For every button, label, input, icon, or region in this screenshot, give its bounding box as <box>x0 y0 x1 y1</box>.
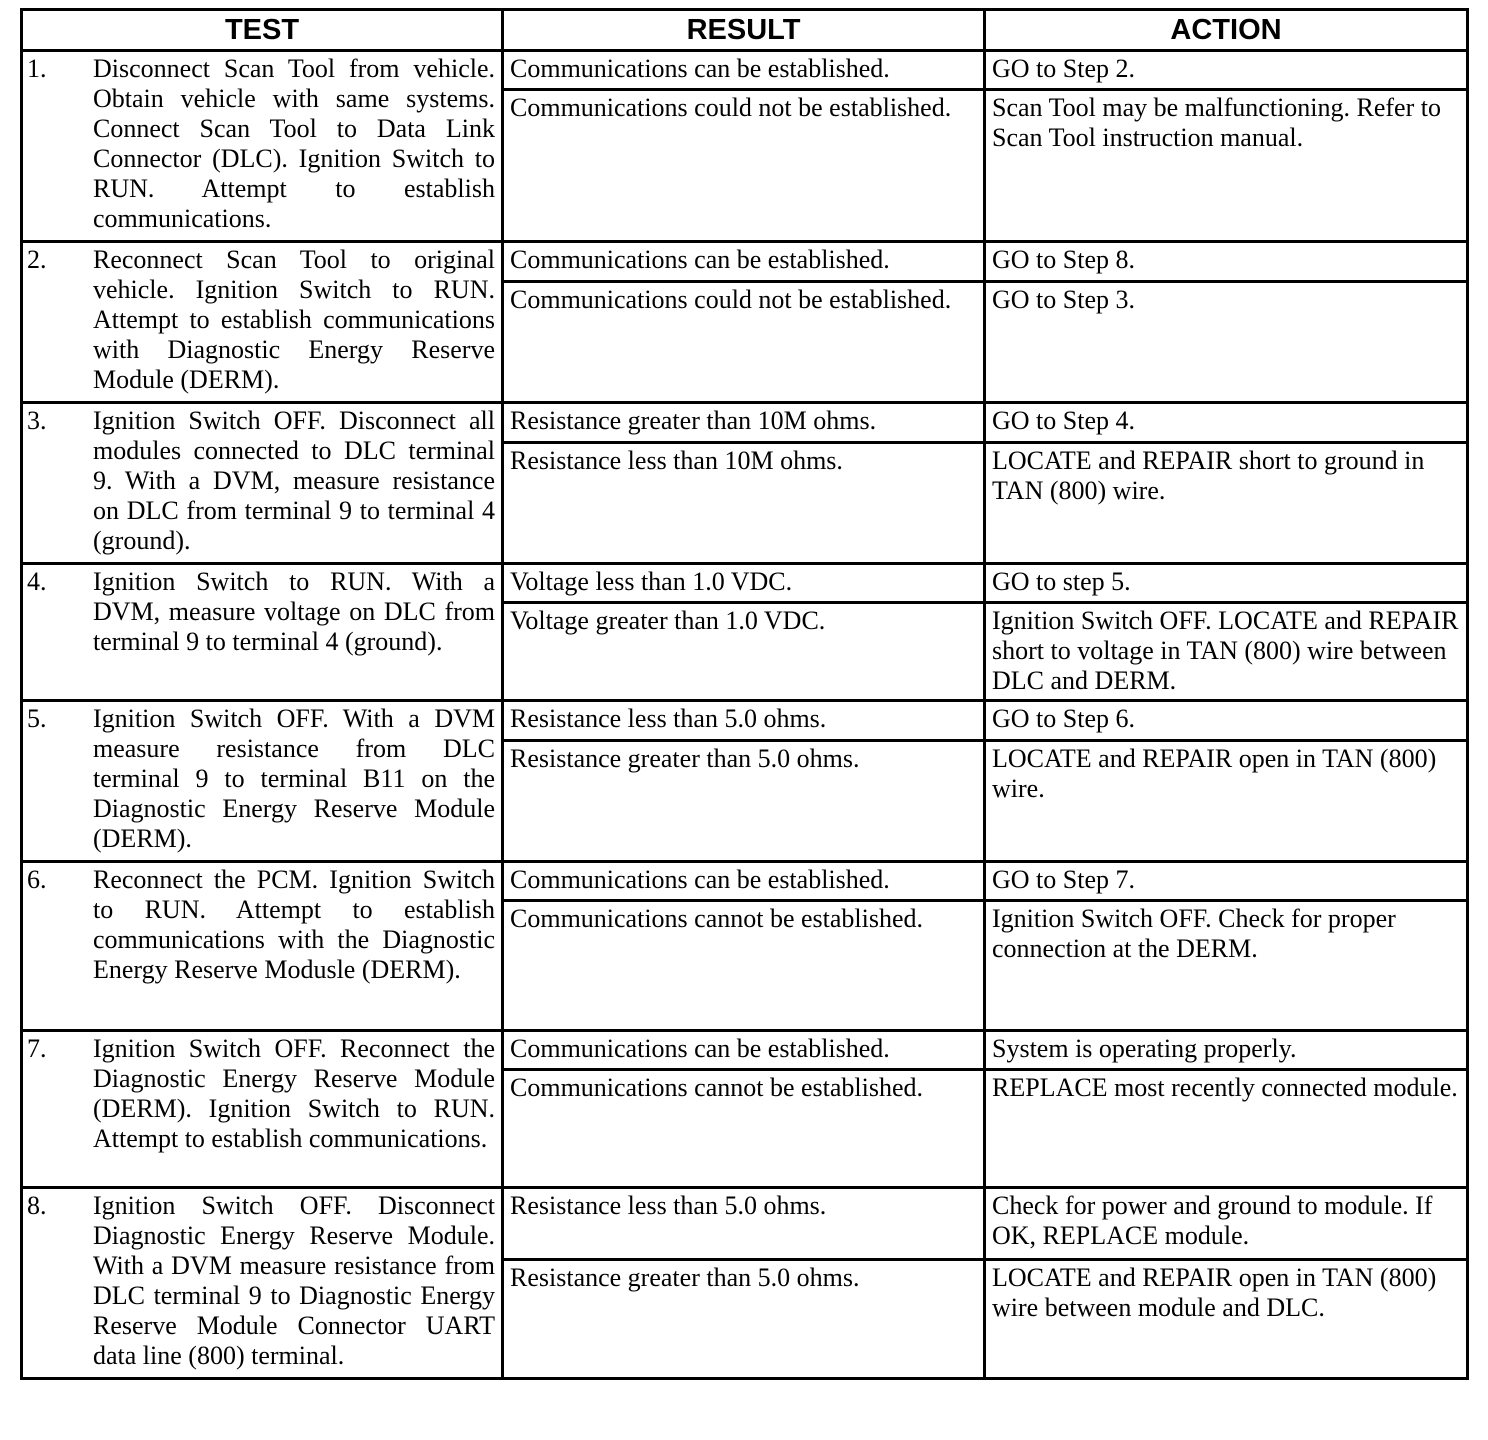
step-number: 6. <box>27 865 47 894</box>
action-cell: GO to Step 4. <box>985 403 1468 443</box>
step-number: 2. <box>27 245 47 274</box>
step-number: 4. <box>27 567 47 596</box>
step-2-row <box>22 242 1468 282</box>
result-cell: Communications can be established. <box>503 862 985 901</box>
diagnostic-table <box>20 8 1469 1380</box>
step-4-row <box>22 564 1468 603</box>
action-cell: GO to Step 2. <box>985 51 1468 90</box>
action-cell: Check for power and ground to module. If OK, REPLACE module. <box>985 1188 1468 1260</box>
test-cell <box>22 862 503 1031</box>
action-cell: System is operating properly. <box>985 1031 1468 1070</box>
result-cell: Communications can be established. <box>503 242 985 282</box>
step-number: 8. <box>27 1191 47 1220</box>
step-number: 7. <box>27 1034 47 1063</box>
test-cell <box>22 51 503 242</box>
result-cell: Resistance greater than 5.0 ohms. <box>503 740 985 861</box>
result-cell: Resistance less than 10M ohms. <box>503 442 985 563</box>
test-text: Reconnect the PCM. Ignition Switch to RUN. Attempt to establish communications with the Diagnostic Energy Reserve Modusle (DERM). <box>93 865 495 984</box>
test-cell <box>22 564 503 701</box>
step-7-row <box>22 1031 1468 1070</box>
header-result: RESULT <box>503 10 985 51</box>
action-cell: LOCATE and REPAIR open in TAN (800) wire. <box>985 740 1468 861</box>
action-cell: Scan Tool may be malfunctioning. Refer to Scan Tool instruction manual. <box>985 90 1468 242</box>
action-cell: GO to Step 8. <box>985 242 1468 282</box>
test-cell <box>22 403 503 564</box>
result-cell: Communications could not be established. <box>503 90 985 242</box>
result-cell: Resistance less than 5.0 ohms. <box>503 1188 985 1260</box>
result-cell: Communications cannot be established. <box>503 1070 985 1188</box>
result-cell: Communications can be established. <box>503 51 985 90</box>
test-text: Reconnect Scan Tool to original vehicle. Ignition Switch to RUN. Attempt to establish communications with Diagnostic Energy Reserve Module (DERM). <box>93 245 495 394</box>
test-text: Ignition Switch to RUN. With a DVM, measure voltage on DLC from terminal 9 to terminal 4 (ground). <box>93 567 495 656</box>
result-cell: Voltage less than 1.0 VDC. <box>503 564 985 603</box>
result-cell: Resistance greater than 5.0 ohms. <box>503 1260 985 1379</box>
result-cell: Communications could not be established. <box>503 281 985 402</box>
action-cell: Ignition Switch OFF. LOCATE and REPAIR short to voltage in TAN (800) wire between DLC and DERM. <box>985 603 1468 701</box>
step-1-row <box>22 51 1468 90</box>
test-cell <box>22 242 503 403</box>
action-cell: GO to Step 6. <box>985 701 1468 741</box>
step-number: 3. <box>27 406 47 435</box>
test-text: Ignition Switch OFF. Disconnect all modules connected to DLC terminal 9. With a DVM, measure resistance on DLC from terminal 9 to terminal 4 (ground). <box>93 406 495 555</box>
step-5-row <box>22 701 1468 741</box>
header-test: TEST <box>22 10 503 51</box>
step-6-row <box>22 862 1468 901</box>
test-text: Disconnect Scan Tool from vehicle. Obtain vehicle with same systems. Connect Scan Tool to Data Link Connector (DLC). Ignition Switch to RUN. Attempt to establish communications. <box>93 54 495 233</box>
action-cell: GO to Step 7. <box>985 862 1468 901</box>
step-number: 5. <box>27 704 47 733</box>
result-cell: Communications can be established. <box>503 1031 985 1070</box>
test-text: Ignition Switch OFF. Reconnect the Diagnostic Energy Reserve Module (DERM). Ignition Switch to RUN. Attempt to establish communications. <box>93 1034 495 1153</box>
test-cell <box>22 1188 503 1379</box>
header-row <box>22 10 1468 51</box>
action-cell: Ignition Switch OFF. Check for proper connection at the DERM. <box>985 901 1468 1031</box>
test-cell <box>22 1031 503 1188</box>
result-cell: Communications cannot be established. <box>503 901 985 1031</box>
result-cell: Voltage greater than 1.0 VDC. <box>503 603 985 701</box>
action-cell: GO to step 5. <box>985 564 1468 603</box>
action-cell: LOCATE and REPAIR open in TAN (800) wire between module and DLC. <box>985 1260 1468 1379</box>
test-cell <box>22 701 503 862</box>
action-cell: LOCATE and REPAIR short to ground in TAN (800) wire. <box>985 442 1468 563</box>
result-cell: Resistance less than 5.0 ohms. <box>503 701 985 741</box>
result-cell: Resistance greater than 10M ohms. <box>503 403 985 443</box>
test-text: Ignition Switch OFF. With a DVM measure resistance from DLC terminal 9 to terminal B11 on the Diagnostic Energy Reserve Module (DERM). <box>93 704 495 853</box>
action-cell: GO to Step 3. <box>985 281 1468 402</box>
header-action: ACTION <box>985 10 1468 51</box>
step-8-row <box>22 1188 1468 1260</box>
action-cell: REPLACE most recently connected module. <box>985 1070 1468 1188</box>
test-text: Ignition Switch OFF. Disconnect Diagnostic Energy Reserve Module. With a DVM measure resistance from DLC terminal 9 to Diagnostic Energy Reserve Module Connector UART data line (800) terminal. <box>93 1191 495 1370</box>
step-3-row <box>22 403 1468 443</box>
diagnostic-document <box>20 8 1466 1380</box>
step-number: 1. <box>27 54 47 83</box>
